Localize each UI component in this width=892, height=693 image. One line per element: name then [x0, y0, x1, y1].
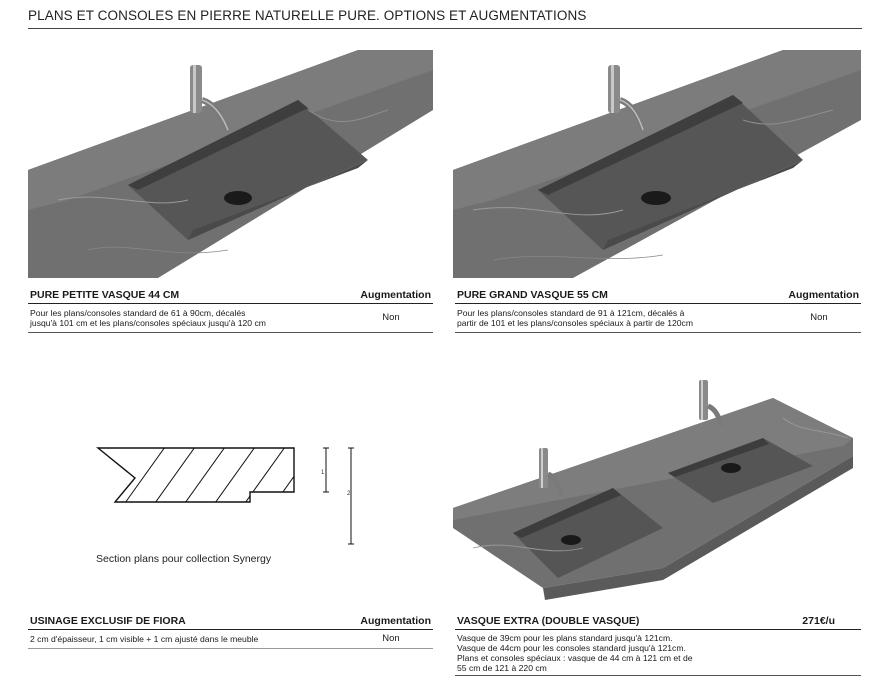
spec-header: [455, 615, 861, 630]
spec-row: [455, 304, 861, 333]
product-title: VASQUE EXTRA (DOUBLE VASQUE): [457, 615, 640, 627]
product-description: Pour les plans/consoles standard de 91 à 121cm, décalés à partir de 101 et les plans/consoles spéciaux à partir de 120cm: [457, 308, 693, 328]
spec-header: [28, 289, 433, 304]
column-label: Augmentation: [788, 289, 859, 301]
page-title: PLANS ET CONSOLES EN PIERRE NATURELLE PURE. OPTIONS ET AUGMENTATIONS: [28, 8, 862, 29]
product-value: Non: [382, 312, 400, 323]
dimension-label-large: 2: [347, 491, 351, 497]
product-description: Pour les plans/consoles standard de 61 à 90cm, décalés jusqu'à 101 cm et les plans/consoles spéciaux jusqu'à 120 cm: [30, 308, 266, 328]
section-caption: Section plans pour collection Synergy: [96, 553, 272, 565]
column-label: 271€/u: [802, 615, 835, 627]
section-drawing: [90, 440, 360, 550]
spec-table-grand-vasque: [455, 289, 861, 333]
double-sink-photo: [453, 378, 861, 606]
spec-row: [28, 630, 433, 649]
column-label: Augmentation: [360, 615, 431, 627]
spec-header: [28, 615, 433, 630]
product-description: Vasque de 39cm pour les plans standard jusqu'à 121cm. Vasque de 44cm pour les consoles standard jusqu'à 121cm. Plans et consoles spéciaux : vasque de 44 cm à 121 cm et de 55 cm de 121 à 220 cm: [457, 633, 693, 673]
product-value: Non: [382, 633, 400, 644]
spec-table-petite-vasque: [28, 289, 433, 333]
product-value: Non: [810, 312, 828, 323]
spec-table-usinage: [28, 615, 433, 649]
sink-photo-large: [453, 50, 861, 278]
sink-photo-small: [28, 50, 433, 278]
product-description: 2 cm d'épaisseur, 1 cm visible + 1 cm ajusté dans le meuble: [30, 634, 259, 644]
dimension-label-small: 1: [321, 470, 325, 476]
spec-header: [455, 289, 861, 304]
product-title: PURE PETITE VASQUE 44 CM: [30, 289, 180, 301]
product-title: USINAGE EXCLUSIF DE FIORA: [30, 615, 186, 627]
spec-row: [455, 630, 861, 676]
product-title: PURE GRAND VASQUE 55 CM: [457, 289, 608, 301]
spec-row: [28, 304, 433, 333]
column-label: Augmentation: [360, 289, 431, 301]
spec-table-double-vasque: [455, 615, 861, 676]
